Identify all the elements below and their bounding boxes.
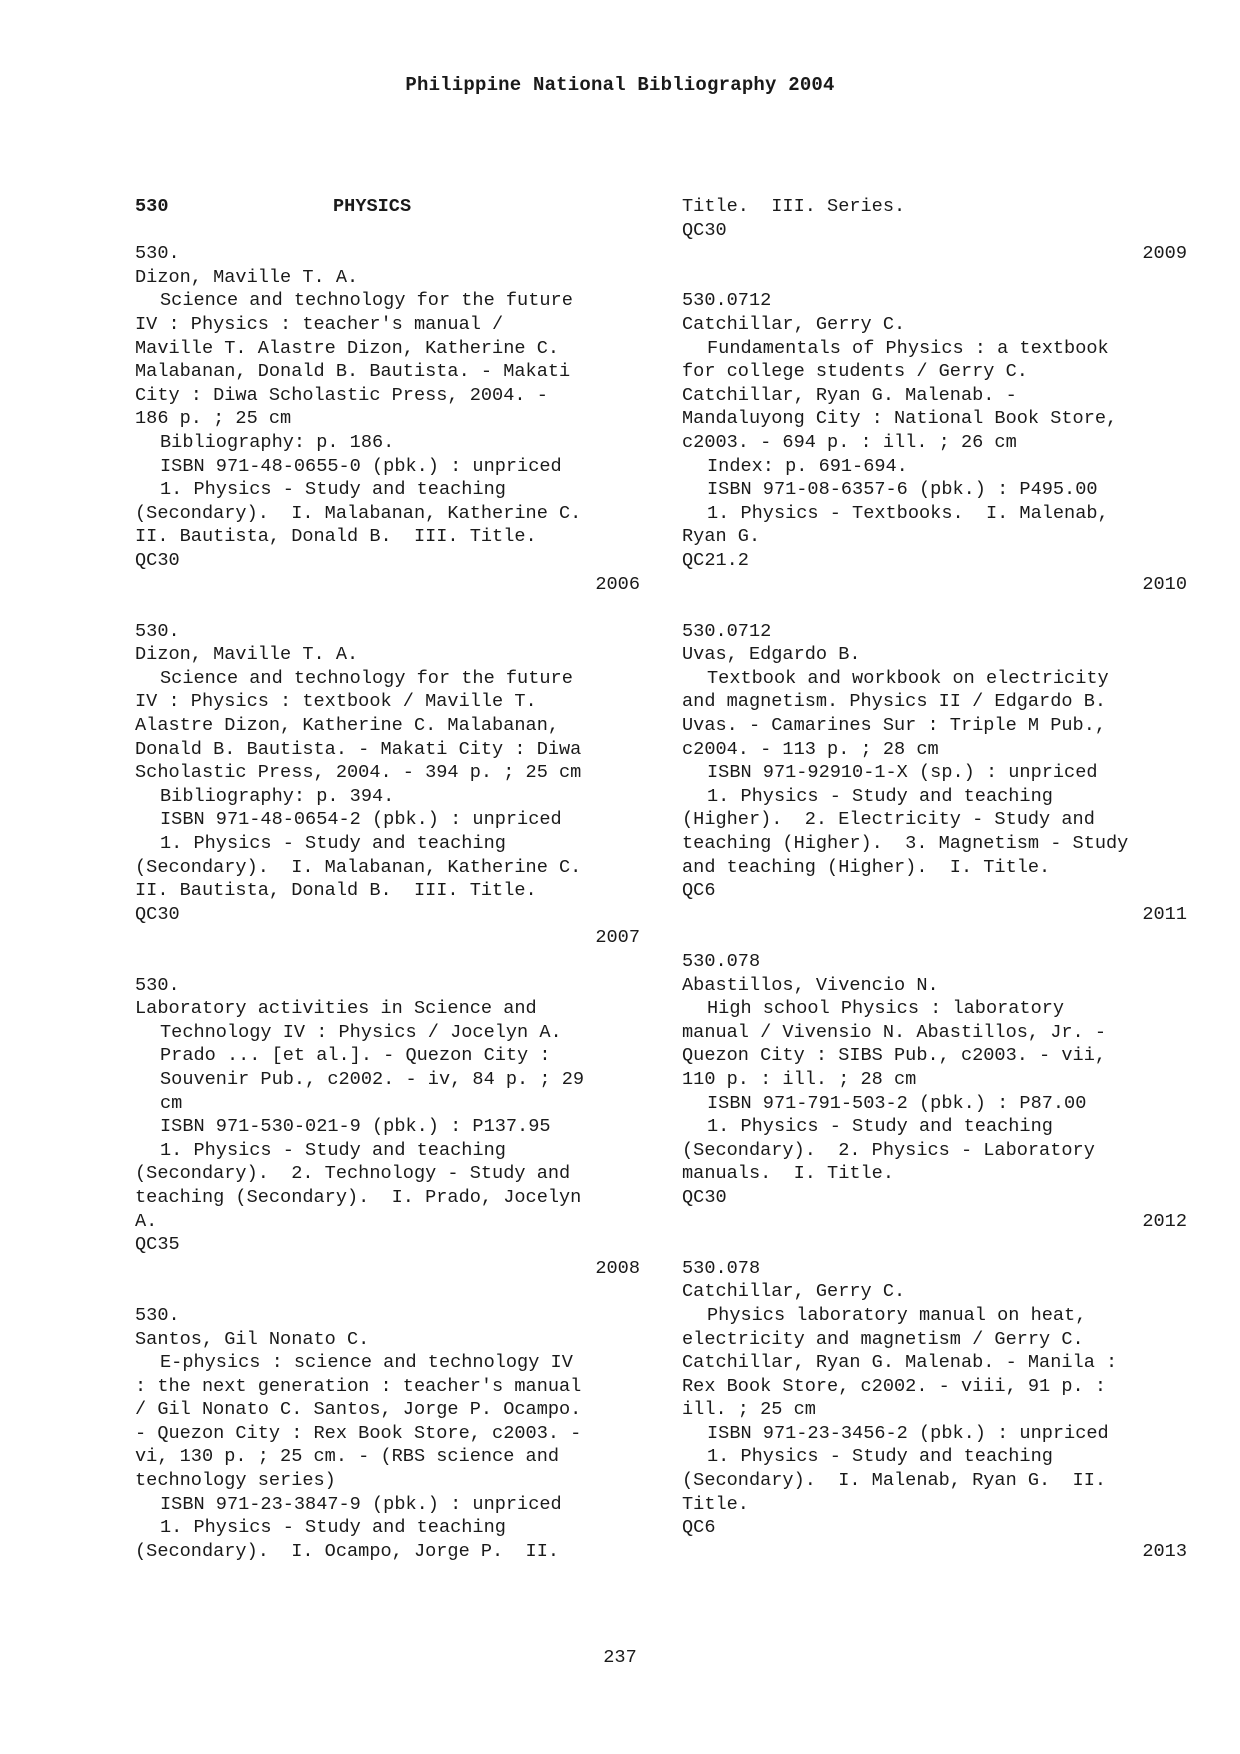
- entry-line: Technology IV : Physics / Jocelyn A.: [160, 1021, 562, 1043]
- entry-line: manual / Vivensio N. Abastillos, Jr. -: [682, 1021, 1107, 1043]
- entry-line: c2003. - 694 p. : ill. ; 26 cm: [682, 431, 1017, 453]
- entry-line: cm: [160, 1092, 183, 1114]
- entry-number: 2011: [1142, 903, 1187, 925]
- entry-line: 1. Physics - Study and teaching: [160, 833, 506, 855]
- entry-line: ISBN 971-08-6357-6 (pbk.) : P495.00: [707, 479, 1098, 501]
- entry-line: Prado ... [et al.]. - Quezon City :: [160, 1045, 551, 1067]
- spacer: [682, 926, 1187, 950]
- page-number: 237: [603, 1647, 637, 1668]
- entry-line: City : Diwa Scholastic Press, 2004. -: [135, 384, 548, 406]
- entry-line: 1. Physics - Study and teaching: [160, 1517, 506, 1539]
- entry-line: Bibliography: p. 394.: [160, 785, 395, 807]
- entry-line: : the next generation : teacher's manual: [135, 1375, 582, 1397]
- entry-line: Physics laboratory manual on heat,: [707, 1304, 1087, 1326]
- entry-line: ISBN 971-530-021-9 (pbk.) : P137.95: [160, 1116, 551, 1138]
- entry-line: Title. III. Series.: [682, 196, 906, 217]
- entry-line: Catchillar, Gerry C.: [682, 313, 906, 335]
- entry-line: Catchillar, Ryan G. Malenab. - Manila :: [682, 1352, 1118, 1374]
- bibliographic-entry: [682, 596, 1187, 926]
- entry-line: teaching (Secondary). I. Prado, Jocelyn: [135, 1186, 582, 1208]
- entry-line: Bibliography: p. 186.: [160, 431, 395, 453]
- entry-line: Fundamentals of Physics : a textbook: [707, 337, 1109, 359]
- bibliographic-entry: [682, 195, 1187, 266]
- entry-line: (Secondary). I. Malabanan, Katherine C.: [135, 856, 582, 878]
- entry-line: QC30: [682, 219, 727, 241]
- entry-line: 530.078: [682, 1257, 761, 1279]
- entry-line: II. Bautista, Donald B. III. Title.: [135, 526, 537, 548]
- entry-line: / Gil Nonato C. Santos, Jorge P. Ocampo.: [135, 1399, 582, 1421]
- entry-line: ISBN 971-48-0655-0 (pbk.) : unpriced: [160, 455, 562, 477]
- entry-line: Textbook and workbook on electricity: [707, 667, 1109, 689]
- entry-line: ill. ; 25 cm: [682, 1399, 816, 1421]
- entry-line: Index: p. 691-694.: [707, 455, 908, 477]
- entry-line: 1. Physics - Study and teaching: [707, 1446, 1053, 1468]
- bibliographic-entry: [135, 950, 640, 1280]
- section-heading: [135, 195, 640, 219]
- entry-line: Science and technology for the future: [160, 290, 573, 312]
- bibliographic-entry: [135, 1280, 640, 1563]
- entry-line: (Secondary). I. Ocampo, Jorge P. II.: [135, 1540, 560, 1562]
- spacer: [135, 219, 640, 243]
- entry-line: IV : Physics : teacher's manual /: [135, 313, 504, 335]
- entry-number: 2007: [595, 927, 640, 949]
- left-column: [135, 195, 640, 1563]
- entry-line: and magnetism. Physics II / Edgardo B.: [682, 691, 1107, 713]
- entry-line: QC6: [682, 1517, 716, 1539]
- entry-line: 1. Physics - Study and teaching: [707, 1116, 1053, 1138]
- bibliographic-entry: [682, 926, 1187, 1233]
- entry-line: QC6: [682, 880, 716, 902]
- bibliographic-entry: [135, 596, 640, 950]
- page-title: Philippine National Bibliography 2004: [405, 74, 835, 96]
- spacer: [682, 596, 1187, 620]
- right-entries: [682, 266, 1187, 1564]
- entry-line: manuals. I. Title.: [682, 1163, 895, 1185]
- entry-number: 2009: [1142, 243, 1187, 265]
- section-number: 530: [135, 196, 169, 217]
- entry-line: Quezon City : SIBS Pub., c2003. - vii,: [682, 1045, 1107, 1067]
- entry-line: Dizon, Maville T. A.: [135, 644, 359, 666]
- entry-line: vi, 130 p. ; 25 cm. - (RBS science and: [135, 1446, 560, 1468]
- entry-line: 1. Physics - Textbooks. I. Malenab,: [707, 502, 1109, 524]
- entry-number: 2013: [1142, 1540, 1187, 1562]
- entry-line: technology series): [135, 1470, 336, 1492]
- entry-line: (Secondary). 2. Technology - Study and: [135, 1163, 571, 1185]
- entry-line: 110 p. : ill. ; 28 cm: [682, 1068, 917, 1090]
- entry-line: Souvenir Pub., c2002. - iv, 84 p. ; 29: [160, 1068, 585, 1090]
- entry-line: Malabanan, Donald B. Bautista. - Makati: [135, 361, 571, 383]
- spacer: [135, 596, 640, 620]
- entry-line: electricity and magnetism / Gerry C.: [682, 1328, 1084, 1350]
- entry-line: Uvas, Edgardo B.: [682, 644, 861, 666]
- spacer: [682, 1233, 1187, 1257]
- entry-line: (Higher). 2. Electricity - Study and: [682, 809, 1095, 831]
- entry-line: 1. Physics - Study and teaching: [160, 479, 506, 501]
- entry-line: teaching (Higher). 3. Magnetism - Study: [682, 833, 1129, 855]
- entry-line: Catchillar, Gerry C.: [682, 1281, 906, 1303]
- entry-line: 1. Physics - Study and teaching: [707, 785, 1053, 807]
- bibliographic-entry: [682, 1233, 1187, 1563]
- entry-line: Title.: [682, 1493, 749, 1515]
- entry-line: for college students / Gerry C.: [682, 361, 1028, 383]
- entry-line: ISBN 971-23-3456-2 (pbk.) : unpriced: [707, 1422, 1109, 1444]
- entry-line: Rex Book Store, c2002. - viii, 91 p. :: [682, 1375, 1107, 1397]
- entry-line: II. Bautista, Donald B. III. Title.: [135, 880, 537, 902]
- entry-line: c2004. - 113 p. ; 28 cm: [682, 738, 939, 760]
- entry-line: 186 p. ; 25 cm: [135, 408, 292, 430]
- entry-number: 2010: [1142, 573, 1187, 595]
- entry-number: 2006: [595, 573, 640, 595]
- entry-number: 2012: [1142, 1210, 1187, 1232]
- entry-line: Catchillar, Ryan G. Malenab. -: [682, 384, 1017, 406]
- entry-line: 530.078: [682, 951, 761, 972]
- entry-line: (Secondary). I. Malabanan, Katherine C.: [135, 502, 582, 524]
- entry-line: Santos, Gil Nonato C.: [135, 1328, 370, 1350]
- entry-line: Donald B. Bautista. - Makati City : Diwa: [135, 738, 582, 760]
- bibliographic-entry: [682, 266, 1187, 596]
- entry-line: 530.: [135, 620, 180, 642]
- entry-line: QC21.2: [682, 549, 749, 571]
- entry-line: ISBN 971-23-3847-9 (pbk.) : unpriced: [160, 1493, 562, 1515]
- entry-line: Science and technology for the future: [160, 667, 573, 689]
- entry-line: ISBN 971-92910-1-X (sp.) : unpriced: [707, 762, 1098, 784]
- entry-line: ISBN 971-48-0654-2 (pbk.) : unpriced: [160, 809, 562, 831]
- entry-line: 530.0712: [682, 620, 772, 642]
- entry-line: (Secondary). I. Malenab, Ryan G. II.: [682, 1470, 1107, 1492]
- entry-line: High school Physics : laboratory: [707, 998, 1065, 1020]
- entry-line: 530.: [135, 243, 180, 265]
- entry-line: IV : Physics : textbook / Maville T.: [135, 691, 537, 713]
- left-entries: [135, 242, 640, 1563]
- entry-line: 530.: [135, 974, 180, 996]
- entry-number: 2008: [595, 1257, 640, 1279]
- entry-line: Abastillos, Vivencio N.: [682, 974, 939, 996]
- entry-line: - Quezon City : Rex Book Store, c2003. -: [135, 1422, 582, 1444]
- right-column: [682, 195, 1187, 1563]
- entry-line: Maville T. Alastre Dizon, Katherine C.: [135, 337, 560, 359]
- entry-line: ISBN 971-791-503-2 (pbk.) : P87.00: [707, 1092, 1087, 1114]
- entry-line: QC30: [682, 1186, 727, 1208]
- entry-line: Laboratory activities in Science and: [135, 998, 537, 1020]
- entry-line: (Secondary). 2. Physics - Laboratory: [682, 1139, 1095, 1161]
- entry-line: Alastre Dizon, Katherine C. Malabanan,: [135, 715, 560, 737]
- continued-entry: [682, 195, 1187, 266]
- spacer: [135, 1280, 640, 1304]
- entry-line: Ryan G.: [682, 526, 761, 548]
- entry-line: Scholastic Press, 2004. - 394 p. ; 25 cm: [135, 762, 582, 784]
- entry-line: 530.0712: [682, 290, 772, 312]
- entry-line: A.: [135, 1210, 158, 1232]
- section-name: PHYSICS: [333, 196, 412, 217]
- entry-line: Dizon, Maville T. A.: [135, 266, 359, 288]
- entry-line: 1. Physics - Study and teaching: [160, 1139, 506, 1161]
- spacer: [135, 950, 640, 974]
- bibliographic-entry: [135, 242, 640, 596]
- entry-line: and teaching (Higher). I. Title.: [682, 856, 1051, 878]
- entry-line: E-physics : science and technology IV: [160, 1352, 573, 1374]
- entry-line: QC30: [135, 903, 180, 925]
- spacer: [682, 266, 1187, 290]
- entry-line: 530.: [135, 1304, 180, 1326]
- entry-line: QC35: [135, 1234, 180, 1256]
- entry-line: Mandaluyong City : National Book Store,: [682, 408, 1118, 430]
- entry-line: Uvas. - Camarines Sur : Triple M Pub.,: [682, 715, 1107, 737]
- entry-line: QC30: [135, 549, 180, 571]
